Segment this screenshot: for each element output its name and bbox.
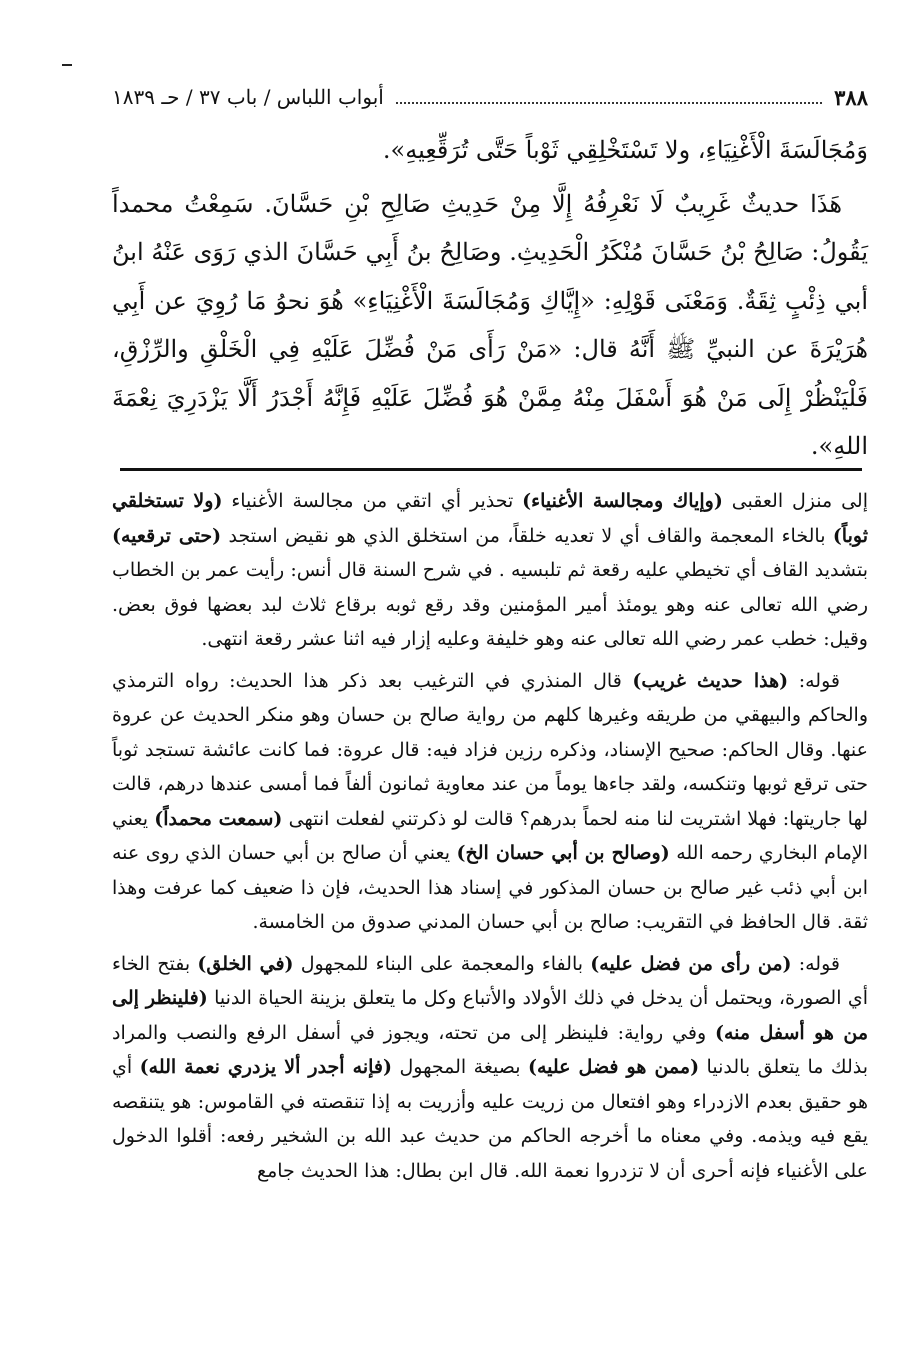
tirmidhi-comment-paragraph: هَذَا حديثٌ غَرِيبٌ لَا نَعْرِفُهُ إِلَّا مِنْ حَدِيثِ صَالِحِ بْنِ حَسَّانَ. سَمِعْتُ محمداً يَقُولُ: صَالِحُ بْنُ حَسَّانَ مُنْكَرُ الْحَدِيثِ. وصَالِحُ بنُ أَبِي حَسَّانَ الذي رَوَى عَنْهُ ابنُ أبي ذِئْبٍ ثِقَةٌ. وَمَعْنَى قَوْلِهِ: «إِيَّاكِ وَمُجَالَسَةَ الْأَغْنِيَاءِ» هُوَ نحوُ مَا رُوِيَ عن أَبِي هُرَيْرَةَ عن النبيِّ ﷺ أَنَّهُ قال: «مَنْ رَأَى مَنْ فُضِّلَ عَلَيْهِ فِي الْخَلْقِ والرِّزْقِ، فَلْيَنْظُرْ إِلَى مَنْ هُوَ أَسْفَلَ مِنْهُ مِمَّنْ هُوَ فُضِّلَ عَلَيْهِ فَإِنَّهُ أَجْدَرُ أَلَّا يَزْدَرِيَ نِعْمَةَ اللهِ». xyxy=(112,189,868,460)
commentary-lemma: (وإياك ومجالسة الأغنياء) xyxy=(522,490,723,512)
commentary-lemma: (حتى ترقعيه) xyxy=(112,524,222,547)
commentary-text: تحذير أي اتقي من مجالسة الأغنياء xyxy=(222,490,523,512)
commentary-lemma: (فإنه أجدر ألا يزدري نعمة الله) xyxy=(139,1056,392,1078)
commentary-text: وفي رواية: فلينظر إلى من تحته، ويجوز في أسفل الرفع والنصب والمراد بذلك ما يتعلق بالدنيا xyxy=(112,1021,868,1078)
commentary-lemma: (سمعت محمداً) xyxy=(154,807,283,830)
commentary-text: إلى منزل العقبى xyxy=(722,490,868,512)
header-dot-leader xyxy=(396,90,822,104)
running-title: أبواب اللباس / باب ٣٧ / حـ ١٨٣٩ xyxy=(112,85,384,109)
commentary-paragraph xyxy=(112,664,868,940)
commentary-text: يعني أن صالح بن أبي حسان الذي روى عنه ابن أبي ذئب غير صالح بن حسان المذكور في إسناد هذا الحديث، فإن ذا ضعيف كما عرفت وهذا ثقة. قال الحافظ في التقريب: صالح بن أبي حسان المدني صدوق من الخامسة. xyxy=(112,842,868,933)
hadith-text-paragraph: وَمُجَالَسَةَ الْأَغْنِيَاءِ، ولا تَسْتَخْلِقِي ثَوْباً حَتَّى تُرَقِّعِيهِ». xyxy=(382,136,868,164)
footnote-divider xyxy=(120,468,862,471)
hadith-main-text xyxy=(112,126,868,471)
commentary-text: بصيغة المجهول xyxy=(391,1056,528,1078)
page-header xyxy=(112,80,868,114)
commentary-lemma: (هذا حديث غريب) xyxy=(632,669,789,692)
commentary-lemma: (فلينظر إلى من هو أسفل منه) xyxy=(112,987,868,1044)
commentary-lemma: (وصالح بن أبي حسان الخ) xyxy=(456,842,670,864)
commentary-lemma: (من رأى من فضل عليه) xyxy=(590,952,792,975)
commentary-text: بفتح الخاء أي الصورة، ويحتمل أن يدخل في ذلك الأولاد والأتباع وكل ما يتعلق بزينة الحياة الدنيا xyxy=(112,952,868,1009)
commentary-text: قال المنذري في الترغيب بعد ذكر هذا الحديث: رواه الترمذي والحاكم والبيهقي من طريقه وغيرها كلهم من رواية صالح بن حسان وهو منكر الحديث عن عروة عنها. وقال الحاكم: صحيح الإسناد، وذكره رزين فزاد فيه: قال عروة: فما كانت عائشة تستجد ثوباً حتى ترقع ثوبها وتنكسه، ولقد جاءها يوماً من عند معاوية ثمانون ألفاً فما أمسى عندها درهم، قالت لها جاريتها: فهلا اشتريت لنا منه لحماً بدرهم؟ قالت لو ذكرتني لفعلت انتهى xyxy=(112,669,868,830)
page-number: ٣٨٨ xyxy=(834,84,868,110)
margin-mark xyxy=(62,64,72,66)
commentary-text: قوله: xyxy=(788,669,840,692)
commentary-text: بالخاء المعجمة والقاف أي لا تعديه خلقاً، من استخلق الذي هو نقيض استجد xyxy=(221,524,833,547)
commentary-text: يعني الإمام البخاري رحمه الله xyxy=(112,807,868,864)
commentary-section xyxy=(112,484,868,1195)
commentary-text: بالفاء والمعجمة على البناء للمجهول xyxy=(293,952,591,975)
commentary-text: بتشديد القاف أي تخيطي عليه رقعة ثم تلبسيه . في شرح السنة قال أنس: رأيت عمر بن الخطاب رضي الله تعالى عنه وهو يومئذ أمير المؤمنين وقد رقع ثوبه برقاع ثلاث لبد بعضها فوق بعض. وقيل: خطب عمر رضي الله تعالى عنه وهو خليفة وعليه إزار فيه اثنا عشر رقعة انتهى. xyxy=(112,559,868,650)
commentary-lemma: (ممن هو فضل عليه) xyxy=(527,1056,700,1078)
commentary-paragraph xyxy=(112,484,868,657)
commentary-text: قوله: xyxy=(791,952,840,975)
commentary-paragraph xyxy=(112,947,868,1189)
commentary-lemma: (في الخلق) xyxy=(197,952,294,975)
commentary-lemma: (ولا تستخلقي ثوباً) xyxy=(112,490,868,547)
commentary-text: أي هو حقيق بعدم الازدراء وهو افتعال من زريت عليه وأزريت به إذا تنقصته في القاموس: هو يتنقصه يقع فيه ويذمه. وفي معناه ما أخرجه الحاكم من حديث عبد الله بن الشخير رفعه: أقلوا الدخول على الأغنياء فإنه أحرى أن لا تزدروا نعمة الله. قال ابن بطال: هذا الحديث جامع xyxy=(112,1056,868,1182)
